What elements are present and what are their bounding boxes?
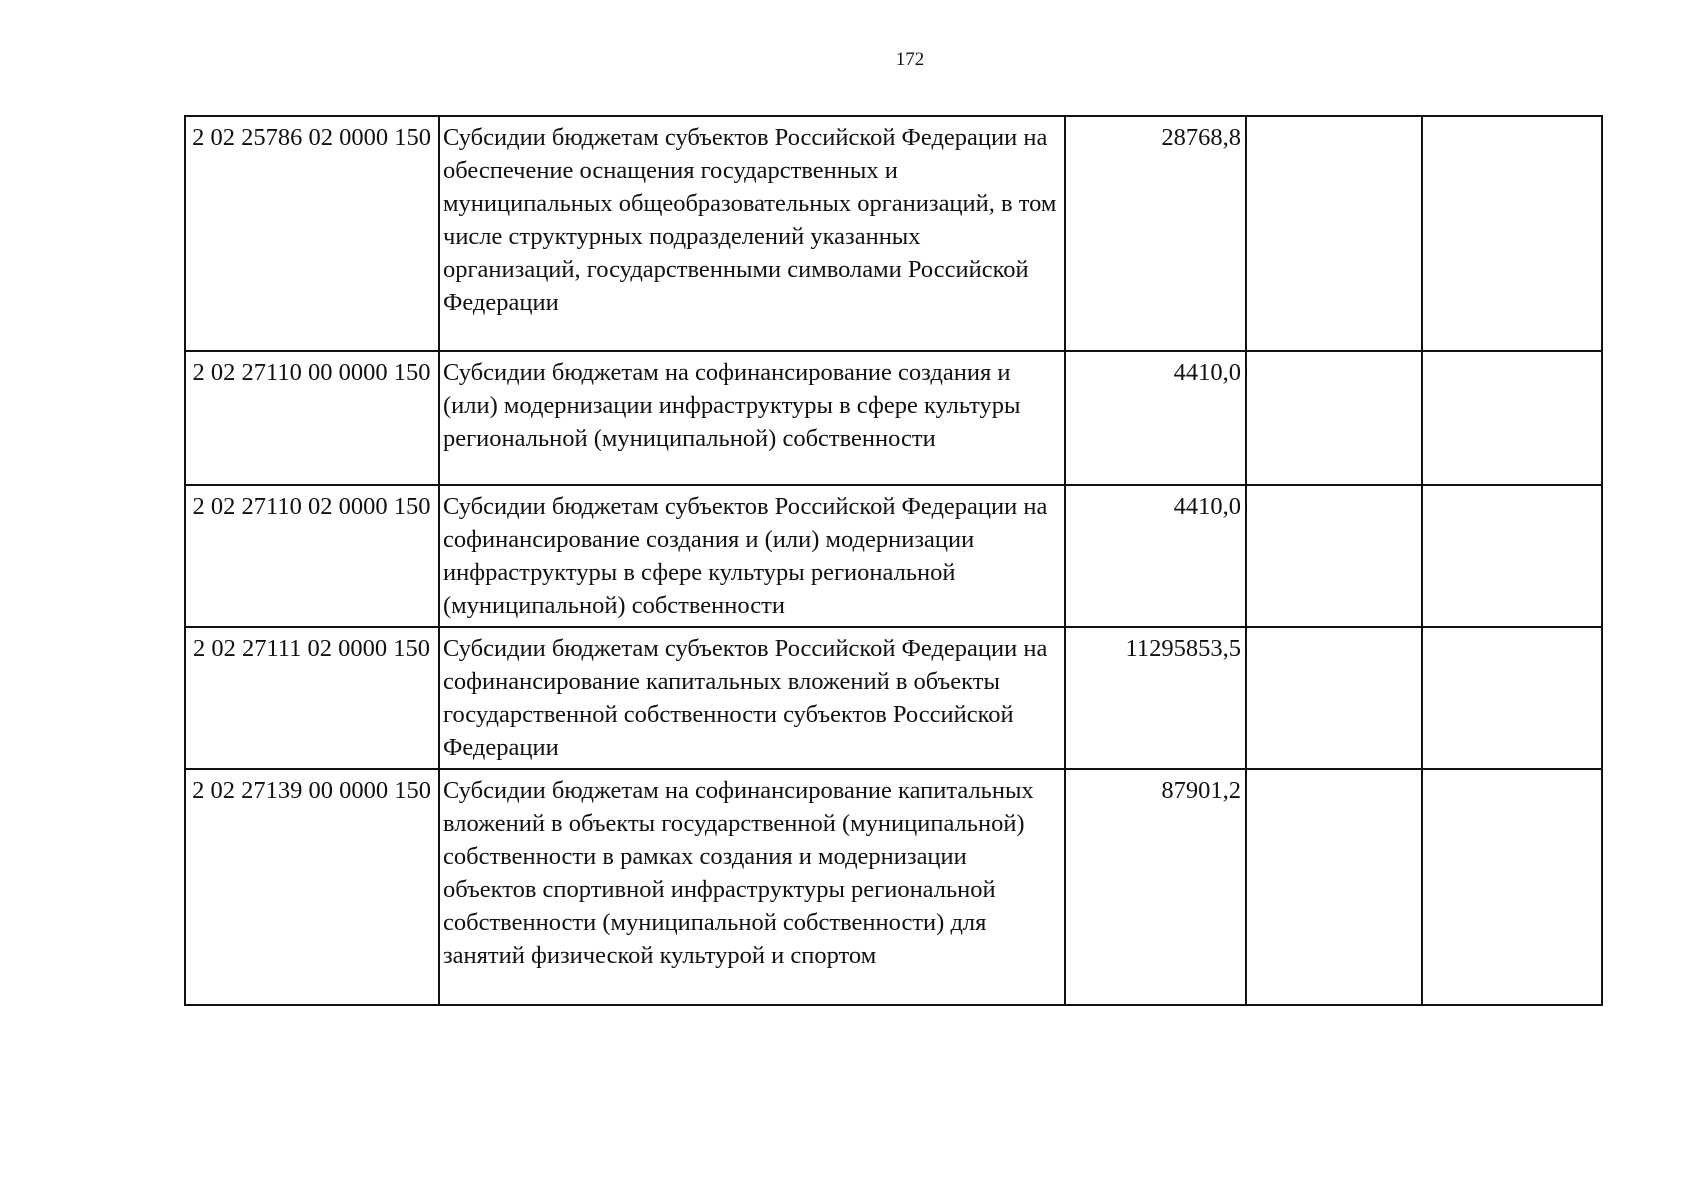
amount-value: 28768,8	[1065, 116, 1246, 351]
revenue-code: 2 02 27111 02 0000 150	[185, 627, 439, 769]
empty-cell	[1422, 351, 1602, 485]
empty-cell	[1246, 485, 1422, 627]
empty-cell	[1246, 351, 1422, 485]
empty-cell	[1422, 485, 1602, 627]
revenue-code: 2 02 25786 02 0000 150	[185, 116, 439, 351]
revenue-name: Субсидии бюджетам субъектов Российской Федерации на софинансирование создания и (или) модернизации инфраструктуры в сфере культуры региональной (муниципальной) собственности	[439, 485, 1065, 627]
amount-value: 4410,0	[1065, 351, 1246, 485]
empty-cell	[1422, 116, 1602, 351]
revenue-code: 2 02 27110 02 0000 150	[185, 485, 439, 627]
table-row	[185, 627, 1602, 769]
amount-value: 4410,0	[1065, 485, 1246, 627]
empty-cell	[1246, 627, 1422, 769]
revenue-name: Субсидии бюджетам на софинансирование капитальных вложений в объекты государственной (муниципальной) собственности в рамках создания и модернизации объектов спортивной инфраструктуры региональной собственности (муниципальной собственности) для занятий физической культурой и спортом	[439, 769, 1065, 1005]
empty-cell	[1422, 769, 1602, 1005]
empty-cell	[1422, 627, 1602, 769]
revenue-code: 2 02 27110 00 0000 150	[185, 351, 439, 485]
revenue-code: 2 02 27139 00 0000 150	[185, 769, 439, 1005]
revenue-name: Субсидии бюджетам субъектов Российской Федерации на обеспечение оснащения государственных и муниципальных общеобразовательных организаций, в том числе структурных подразделений указанных организаций, государственными символами Российской Федерации	[439, 116, 1065, 351]
table-row	[185, 485, 1602, 627]
empty-cell	[1246, 769, 1422, 1005]
amount-value: 87901,2	[1065, 769, 1246, 1005]
budget-table	[184, 115, 1603, 1006]
table-row	[185, 769, 1602, 1005]
table-row	[185, 116, 1602, 351]
page-number: 172	[895, 49, 925, 70]
amount-value: 11295853,5	[1065, 627, 1246, 769]
revenue-name: Субсидии бюджетам на софинансирование создания и (или) модернизации инфраструктуры в сфере культуры региональной (муниципальной) собственности	[439, 351, 1065, 485]
table-row	[185, 351, 1602, 485]
empty-cell	[1246, 116, 1422, 351]
revenue-name: Субсидии бюджетам субъектов Российской Федерации на софинансирование капитальных вложений в объекты государственной собственности субъектов Российской Федерации	[439, 627, 1065, 769]
